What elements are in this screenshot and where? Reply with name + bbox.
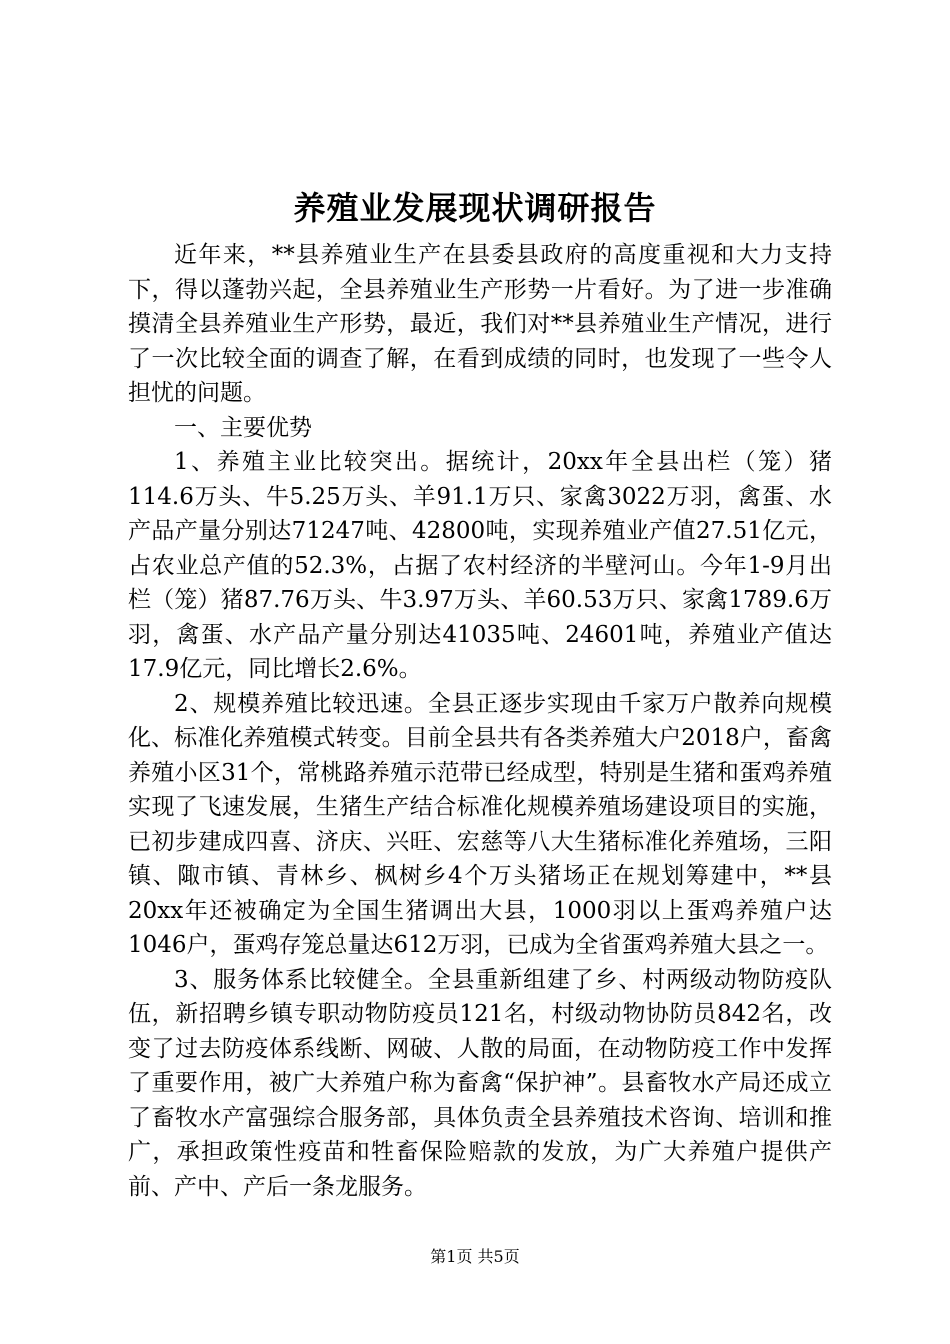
paragraph-advantage-2: 2、规模养殖比较迅速。全县正逐步实现由千家万户散养向规模化、标准化养殖模式转变。目前全县共有各类养殖大户2018户，畜禽养殖小区31个，常桃路养殖示范带已经成型，特别是生猪和蛋鸡养殖实现了飞速发展，生猪生产结合标准化规模养殖场建设项目的实施，已初步建成四喜、济庆、兴旺、宏慈等八大生猪标准化养殖场，三阳镇、陬市镇、青林乡、枫树乡4个万头猪场正在规划筹建中，**县20xx年还被确定为全国生猪调出大县，1000羽以上蛋鸡养殖户达1046户，蛋鸡存笼总量达612万羽，已成为全省蛋鸡养殖大县之一。 bbox=[128, 690, 832, 958]
page-footer: 第1页 共5页 bbox=[430, 1247, 520, 1266]
document-body bbox=[128, 238, 832, 1204]
section-heading-main-advantages: 一、主要优势 bbox=[174, 414, 312, 441]
paragraph-intro: 近年来，**县养殖业生产在县委县政府的高度重视和大力支持下，得以蓬勃兴起，全县养殖业生产形势一片看好。为了进一步准确摸清全县养殖业生产形势，最近，我们对**县养殖业生产情况，进行了一次比较全面的调查了解，在看到成绩的同时，也发现了一些令人担忧的问题。 bbox=[128, 242, 832, 406]
paragraph-advantage-3: 3、服务体系比较健全。全县重新组建了乡、村两级动物防疫队伍，新招聘乡镇专职动物防疫员121名，村级动物协防员842名，改变了过去防疫体系线断、网破、人散的局面，在动物防疫工作中发挥了重要作用，被广大养殖户称为畜禽“保护神”。县畜牧水产局还成立了畜牧水产富强综合服务部，具体负责全县养殖技术咨询、培训和推广，承担政策性疫苗和牲畜保险赔款的发放，为广大养殖户提供产前、产中、产后一条龙服务。 bbox=[128, 966, 832, 1200]
paragraph-advantage-1: 1、养殖主业比较突出。据统计，20xx年全县出栏（笼）猪114.6万头、牛5.25万头、羊91.1万只、家禽3022万羽，禽蛋、水产品产量分别达71247吨、42800吨，实现养殖业产值27.51亿元，占农业总产值的52.3%，占据了农村经济的半壁河山。今年1-9月出栏（笼）猪87.76万头、牛3.97万头、羊60.53万只、家禽1789.6万羽，禽蛋、水产品产量分别达41035吨、24601吨，养殖业产值达17.9亿元，同比增长2.6%。 bbox=[128, 449, 832, 682]
document-title: 养殖业发展现状调研报告 bbox=[293, 189, 657, 227]
